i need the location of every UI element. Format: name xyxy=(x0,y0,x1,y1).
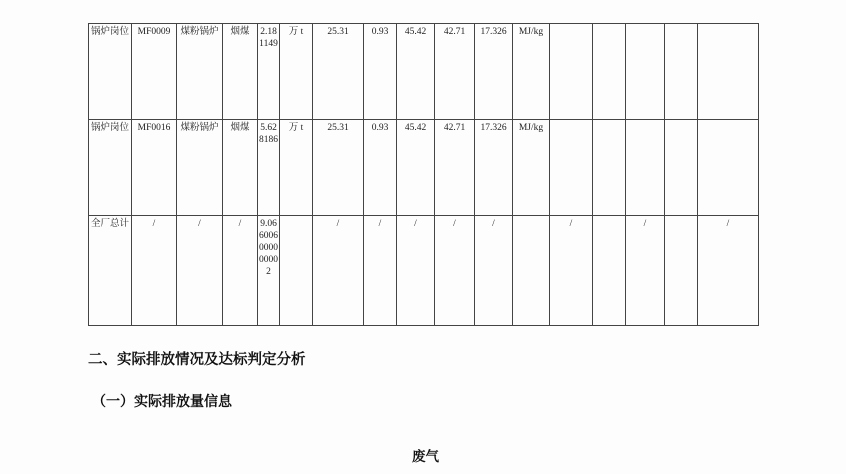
table-cell-production-unit: 锅炉岗位 xyxy=(89,24,132,120)
table-cell-heat-value: 17.326 xyxy=(475,120,513,216)
table-cell-blank1: / xyxy=(550,216,593,326)
table-cell-fuel-type: 烟煤 xyxy=(223,120,258,216)
table-cell-production-unit: 全厂总计 xyxy=(89,216,132,326)
table-cell-facility-id: / xyxy=(132,216,177,326)
table-row xyxy=(89,216,759,326)
table-cell-facility-id: MF0009 xyxy=(132,24,177,120)
table-cell-blank1 xyxy=(550,24,593,120)
table-cell-blank3 xyxy=(626,24,665,120)
table-cell-heat-unit xyxy=(513,216,550,326)
table-cell-blank1 xyxy=(550,120,593,216)
table-cell-v3: / xyxy=(397,216,435,326)
table-cell-facility-name: 煤粉锅炉 xyxy=(177,120,223,216)
section-heading: 二、实际排放情况及达标判定分析 xyxy=(88,352,306,368)
table-cell-consumption: 2.181149 xyxy=(258,24,280,120)
table-cell-blank4 xyxy=(665,24,698,120)
table-row xyxy=(89,120,759,216)
table-cell-v2: 0.93 xyxy=(364,24,397,120)
table-cell-heat-unit: MJ/kg xyxy=(513,120,550,216)
table-cell-v4: 42.71 xyxy=(435,120,475,216)
table-cell-v2: / xyxy=(364,216,397,326)
table-cell-blank5 xyxy=(698,24,759,120)
subsection-heading: （一）实际排放量信息 xyxy=(92,394,232,410)
table-cell-blank4 xyxy=(665,216,698,326)
table-cell-heat-unit: MJ/kg xyxy=(513,24,550,120)
table-cell-fuel-type: / xyxy=(223,216,258,326)
table-cell-facility-name: 煤粉锅炉 xyxy=(177,24,223,120)
table-cell-blank3 xyxy=(626,120,665,216)
table-cell-v4: 42.71 xyxy=(435,24,475,120)
table-cell-fuel-type: 烟煤 xyxy=(223,24,258,120)
table-cell-blank4 xyxy=(665,120,698,216)
table-cell-consumption: 5.628186 xyxy=(258,120,280,216)
table-cell-blank2 xyxy=(593,216,626,326)
table-cell-v3: 45.42 xyxy=(397,120,435,216)
table-cell-blank5 xyxy=(698,120,759,216)
table-cell-blank3: / xyxy=(626,216,665,326)
table-cell-v1: 25.31 xyxy=(313,24,364,120)
table-cell-v3: 45.42 xyxy=(397,24,435,120)
table-cell-v1: / xyxy=(313,216,364,326)
table-cell-production-unit: 锅炉岗位 xyxy=(89,120,132,216)
table-cell-unit: 万 t xyxy=(280,120,313,216)
table-cell-heat-value: 17.326 xyxy=(475,24,513,120)
table-cell-blank2 xyxy=(593,120,626,216)
table-cell-unit: 万 t xyxy=(280,24,313,120)
table-cell-facility-name: / xyxy=(177,216,223,326)
subtable-title: 废气 xyxy=(412,449,439,465)
table-cell-v4: / xyxy=(435,216,475,326)
table-cell-v2: 0.93 xyxy=(364,120,397,216)
table-cell-heat-value: / xyxy=(475,216,513,326)
table-cell-facility-id: MF0016 xyxy=(132,120,177,216)
table-cell-consumption: 9.066006000000002 xyxy=(258,216,280,326)
table-cell-v1: 25.31 xyxy=(313,120,364,216)
table-row xyxy=(89,24,759,120)
table-cell-unit xyxy=(280,216,313,326)
table-cell-blank2 xyxy=(593,24,626,120)
table-cell-blank5: / xyxy=(698,216,759,326)
fuel-consumption-table xyxy=(88,23,759,326)
